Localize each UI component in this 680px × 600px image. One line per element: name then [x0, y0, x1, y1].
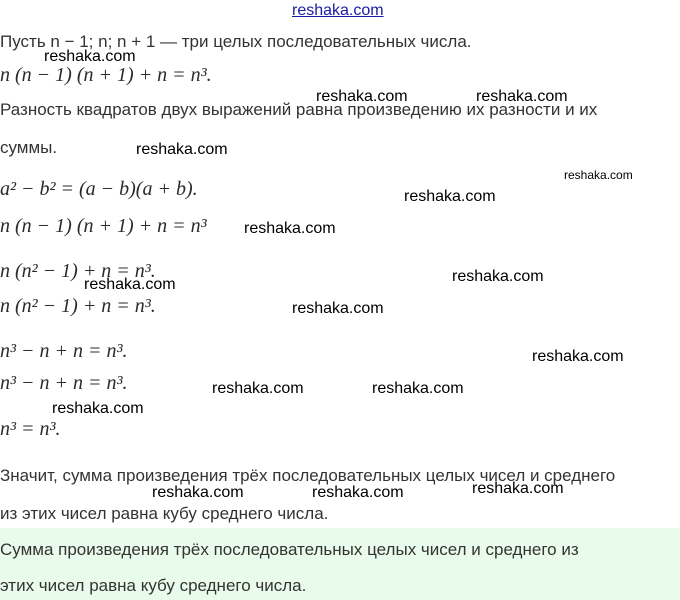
watermark: reshaka.com: [52, 400, 144, 417]
watermark: reshaka.com: [244, 220, 336, 237]
watermark: reshaka.com: [292, 300, 384, 317]
equation-2: a² − b² = (a − b)(a + b).: [0, 178, 198, 200]
equation-8: n³ = n³.: [0, 418, 61, 440]
watermark: reshaka.com: [476, 88, 568, 105]
watermark: reshaka.com: [84, 276, 176, 293]
watermark: reshaka.com: [532, 348, 624, 365]
conclusion-line-2: из этих чисел равна кубу среднего числа.: [0, 504, 329, 523]
watermark: reshaka.com: [316, 88, 408, 105]
watermark: reshaka.com: [472, 480, 564, 497]
intro-line: Пусть n − 1; n; n + 1 — три целых последовательных числа.: [0, 32, 472, 51]
watermark: reshaka.com: [312, 484, 404, 501]
answer-box: [0, 528, 680, 600]
watermark: reshaka.com: [152, 484, 244, 501]
equation-7: n³ − n + n = n³.: [0, 372, 128, 394]
equation-5: n (n² − 1) + n = n³.: [0, 295, 156, 317]
watermark: reshaka.com: [452, 268, 544, 285]
answer-line-1: Сумма произведения трёх последовательных целых чисел и среднего из: [0, 540, 579, 559]
conclusion-line-1: Значит, сумма произведения трёх последовательных целых чисел и среднего: [0, 466, 616, 485]
explanation-line-2: суммы.: [0, 138, 58, 157]
equation-3: n (n − 1) (n + 1) + n = n³: [0, 215, 207, 237]
watermark: reshaka.com: [44, 48, 136, 65]
watermark: reshaka.com: [372, 380, 464, 397]
answer-line-2: этих чисел равна кубу среднего числа.: [0, 576, 307, 595]
equation-1: n (n − 1) (n + 1) + n = n³.: [0, 64, 212, 86]
watermark: reshaka.com: [136, 141, 228, 158]
watermark: reshaka.com: [404, 188, 496, 205]
equation-4: n (n² − 1) + n = n³.: [0, 260, 156, 282]
watermark: reshaka.com: [212, 380, 304, 397]
equation-6: n³ − n + n = n³.: [0, 340, 128, 362]
explanation-line-1: Разность квадратов двух выражений равна произведению их разности и их: [0, 100, 598, 119]
site-link[interactable]: reshaka.com: [292, 2, 384, 19]
watermark: reshaka.com: [564, 168, 633, 182]
